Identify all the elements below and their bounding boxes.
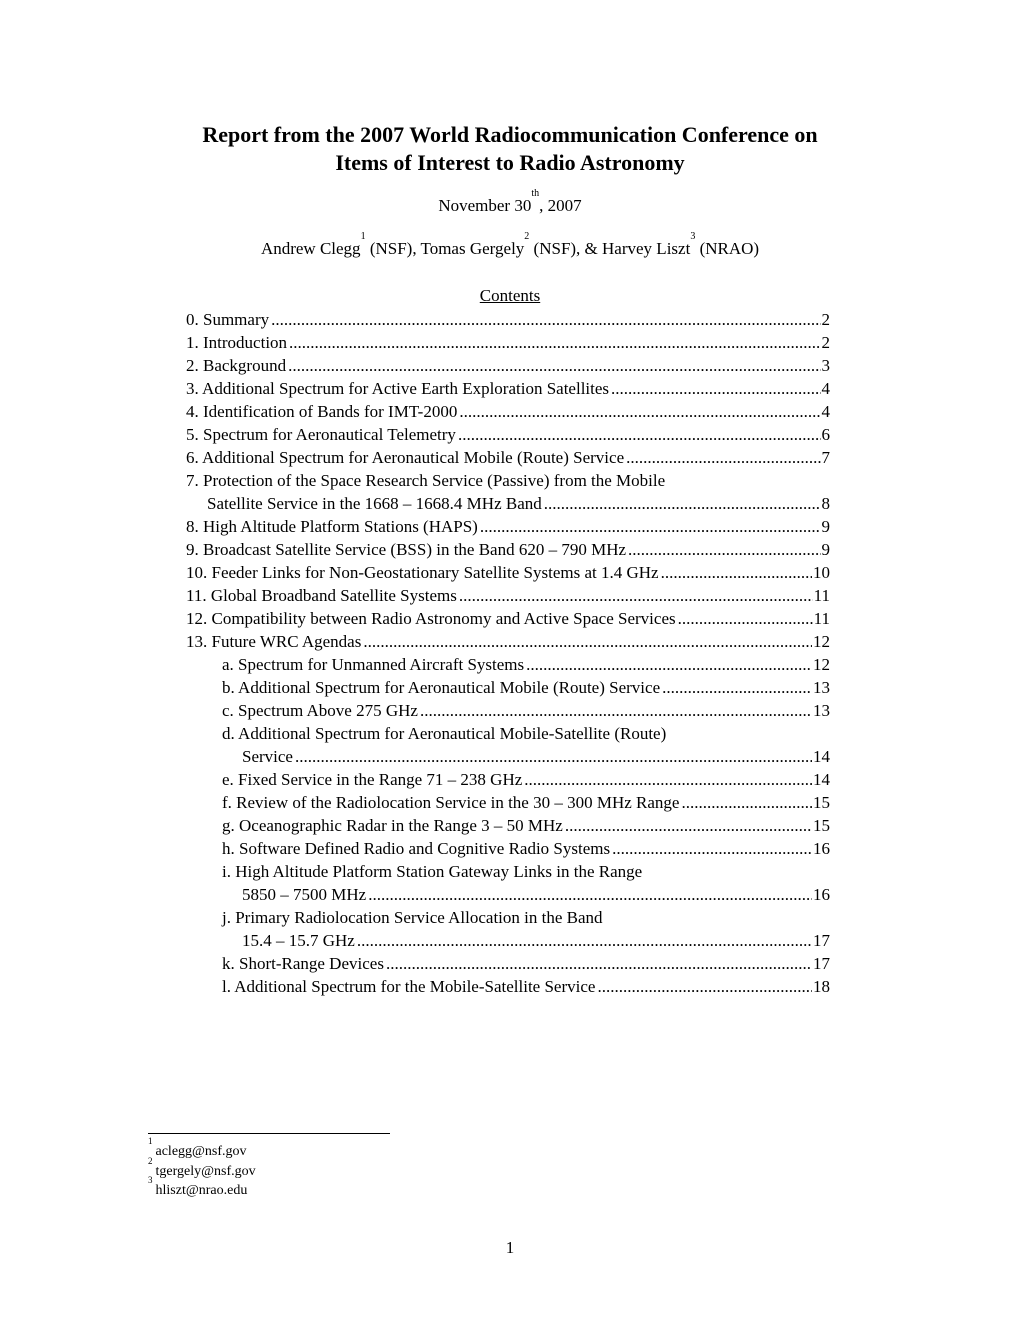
toc-entry[interactable]: [186, 630, 830, 653]
toc-entry-page: 6: [821, 425, 830, 444]
toc-entry-title: Service: [242, 747, 293, 766]
toc-entry[interactable]: [186, 308, 830, 331]
toc-entry-title: 10. Feeder Links for Non-Geostationary Satellite Systems at 1.4 GHz: [186, 563, 659, 582]
author-name: Andrew Clegg: [260, 239, 361, 258]
toc-entry[interactable]: [222, 837, 830, 860]
toc-entry-page: 14: [813, 747, 830, 766]
date-text: November 30: [438, 196, 532, 215]
toc-entry[interactable]: [186, 354, 830, 377]
toc-entry-page: 9: [821, 517, 830, 536]
footnote-divider: [148, 1133, 390, 1134]
toc-entry-page: 4: [821, 402, 830, 421]
toc-entry-page: 15: [813, 793, 830, 812]
toc-leader-dots: [626, 446, 820, 469]
toc-entry[interactable]: [186, 400, 830, 423]
toc-entry-page: 10: [813, 563, 830, 582]
toc-leader-dots: [526, 653, 812, 676]
toc-entry-title: Satellite Service in the 1668 – 1668.4 MHz Band: [207, 494, 542, 513]
toc-entry[interactable]: [186, 607, 830, 630]
toc-entry-page: 11: [813, 586, 830, 605]
toc-leader-dots: [611, 377, 820, 400]
toc-entry-title: 9. Broadcast Satellite Service (BSS) in the Band 620 – 790 MHz: [186, 540, 627, 559]
toc-entry-page: 16: [813, 885, 830, 904]
title-line-1: Report from the 2007 World Radiocommunication Conference on: [202, 122, 818, 147]
toc-leader-dots: [661, 561, 812, 584]
toc-entry-page: 7: [821, 448, 830, 467]
author-affil: (NSF),: [365, 239, 421, 258]
footnote-email[interactable]: hliszt@nrao.edu: [155, 1183, 248, 1198]
date-year: , 2007: [539, 196, 582, 215]
toc-entry[interactable]: [222, 975, 830, 998]
toc-entry[interactable]: [222, 814, 830, 837]
toc-leader-dots: [565, 814, 812, 837]
toc-entry-title: a. Spectrum for Unmanned Aircraft Systems: [222, 655, 525, 674]
toc-entry[interactable]: [242, 883, 830, 906]
toc-leader-dots: [544, 492, 821, 515]
toc-line: d. Additional Spectrum for Aeronautical Mobile-Satellite (Route): [222, 724, 667, 743]
toc-entry-title: g. Oceanographic Radar in the Range 3 – 50 MHz: [222, 816, 563, 835]
title-line-2: Items of Interest to Radio Astronomy: [335, 150, 685, 175]
toc-leader-dots: [662, 676, 812, 699]
toc-entry-page: 15: [813, 816, 830, 835]
toc-entry-title: l. Additional Spectrum for the Mobile-Satellite Service: [222, 977, 596, 996]
toc-leader-dots: [363, 630, 812, 653]
author-name: Harvey Liszt: [602, 239, 691, 258]
toc-leader-dots: [458, 423, 821, 446]
toc-leader-dots: [459, 584, 813, 607]
toc-entry-page: 2: [821, 333, 830, 352]
date-line: [0, 188, 1020, 216]
toc-entry[interactable]: [186, 423, 830, 446]
toc-entry[interactable]: [222, 699, 830, 722]
toc-entry[interactable]: [222, 676, 830, 699]
toc-entry-page: 13: [813, 701, 830, 720]
toc-entry-title: 5850 – 7500 MHz: [242, 885, 367, 904]
toc-entry-title: h. Software Defined Radio and Cognitive Radio Systems: [222, 839, 611, 858]
toc-entry-page: 13: [813, 678, 830, 697]
toc-entry[interactable]: [222, 653, 830, 676]
toc-leader-dots: [480, 515, 821, 538]
toc-entry-title: e. Fixed Service in the Range 71 – 238 GHz: [222, 770, 523, 789]
toc-leader-dots: [459, 400, 820, 423]
toc-entry-title: 2. Background: [186, 356, 287, 375]
toc-entry-page: 16: [813, 839, 830, 858]
toc-leader-dots: [597, 975, 812, 998]
toc-entry[interactable]: [186, 584, 830, 607]
toc-entry[interactable]: [186, 377, 830, 400]
toc-line: i. High Altitude Platform Station Gateway Links in the Range: [222, 862, 643, 881]
toc-entry-title: 12. Compatibility between Radio Astronomy and Active Space Services: [186, 609, 676, 628]
author-sup: 3: [690, 231, 696, 242]
toc-entry[interactable]: [186, 331, 830, 354]
toc-entry-title: 4. Identification of Bands for IMT-2000: [186, 402, 458, 421]
footnote: $^2$tgergely@nsf.gov: [148, 1156, 256, 1179]
toc-leader-dots: [420, 699, 812, 722]
toc-leader-dots: [628, 538, 820, 561]
page-number: 1: [505, 1238, 515, 1257]
toc-leader-dots: [386, 952, 812, 975]
toc-entry-title: c. Spectrum Above 275 GHz: [222, 701, 418, 720]
toc-entry-title: 1. Introduction: [186, 333, 288, 352]
footnote-email[interactable]: aclegg@nsf.gov: [155, 1144, 247, 1159]
toc-entry[interactable]: [222, 791, 830, 814]
contents-heading: Contents: [479, 286, 541, 305]
toc-entry-page: 2: [821, 310, 830, 329]
toc-entry[interactable]: [222, 952, 830, 975]
toc-entry-page: 12: [813, 655, 830, 674]
toc-line: j. Primary Radiolocation Service Allocation in the Band: [222, 908, 603, 927]
toc-entry-title: 11. Global Broadband Satellite Systems: [186, 586, 457, 605]
toc-entry[interactable]: [222, 768, 830, 791]
author-affil: (NSF), &: [529, 239, 603, 258]
toc-entry-page: 17: [813, 954, 830, 973]
toc-entry-title: 5. Spectrum for Aeronautical Telemetry: [186, 425, 456, 444]
toc-entry-page: 3: [821, 356, 830, 375]
toc-entry-page: 14: [813, 770, 830, 789]
toc-entry-title: b. Additional Spectrum for Aeronautical Mobile (Route) Service: [222, 678, 661, 697]
toc-leader-dots: [678, 607, 813, 630]
toc-leader-dots: [368, 883, 812, 906]
toc-entry-title: 0. Summary: [186, 310, 270, 329]
toc-entry-page: 4: [821, 379, 830, 398]
toc-entry[interactable]: [186, 515, 830, 538]
toc-line: 7. Protection of the Space Research Service (Passive) from the Mobile: [186, 471, 666, 490]
author-sup: 2: [524, 231, 530, 242]
toc-leader-dots: [289, 331, 820, 354]
toc-leader-dots: [271, 308, 820, 331]
toc-entry[interactable]: [186, 561, 830, 584]
toc-leader-dots: [524, 768, 812, 791]
toc-entry-page: 11: [813, 609, 830, 628]
toc-entry-page: 18: [813, 977, 830, 996]
toc-entry-page: 8: [821, 494, 830, 513]
toc-leader-dots: [612, 837, 812, 860]
toc-entry[interactable]: [242, 745, 830, 768]
toc-entry[interactable]: [242, 929, 830, 952]
toc-entry-page: 12: [813, 632, 830, 651]
toc-leader-dots: [288, 354, 820, 377]
toc-entry-title: 8. High Altitude Platform Stations (HAPS): [186, 517, 478, 536]
toc-entry-title: 6. Additional Spectrum for Aeronautical Mobile (Route) Service: [186, 448, 625, 467]
author-name: Tomas Gergely: [420, 239, 525, 258]
author-affil: (NRAO): [695, 239, 760, 258]
toc-entry-title: 13. Future WRC Agendas: [186, 632, 362, 651]
toc-entry-page: 9: [821, 540, 830, 559]
authors-line: [0, 231, 1020, 259]
toc-leader-dots: [681, 791, 812, 814]
toc-entry-title: 15.4 – 15.7 GHz: [242, 931, 355, 950]
toc-entry[interactable]: [207, 492, 830, 515]
footnote: $^3$hliszt@nrao.edu: [148, 1175, 248, 1198]
toc-entry[interactable]: [186, 538, 830, 561]
toc-leader-dots: [295, 745, 812, 768]
footnote: $^1$aclegg@nsf.gov: [148, 1136, 247, 1159]
toc-entry[interactable]: [186, 446, 830, 469]
footnote-email[interactable]: tgergely@nsf.gov: [155, 1164, 256, 1179]
toc-entry-title: k. Short-Range Devices: [222, 954, 384, 973]
toc-entry-title: f. Review of the Radiolocation Service in the 30 – 300 MHz Range: [222, 793, 680, 812]
toc-leader-dots: [357, 929, 812, 952]
date-sup: th: [531, 188, 540, 199]
toc-entry-page: 17: [813, 931, 830, 950]
author-sup: 1: [360, 231, 366, 242]
toc-entry-title: 3. Additional Spectrum for Active Earth Exploration Satellites: [186, 379, 610, 398]
